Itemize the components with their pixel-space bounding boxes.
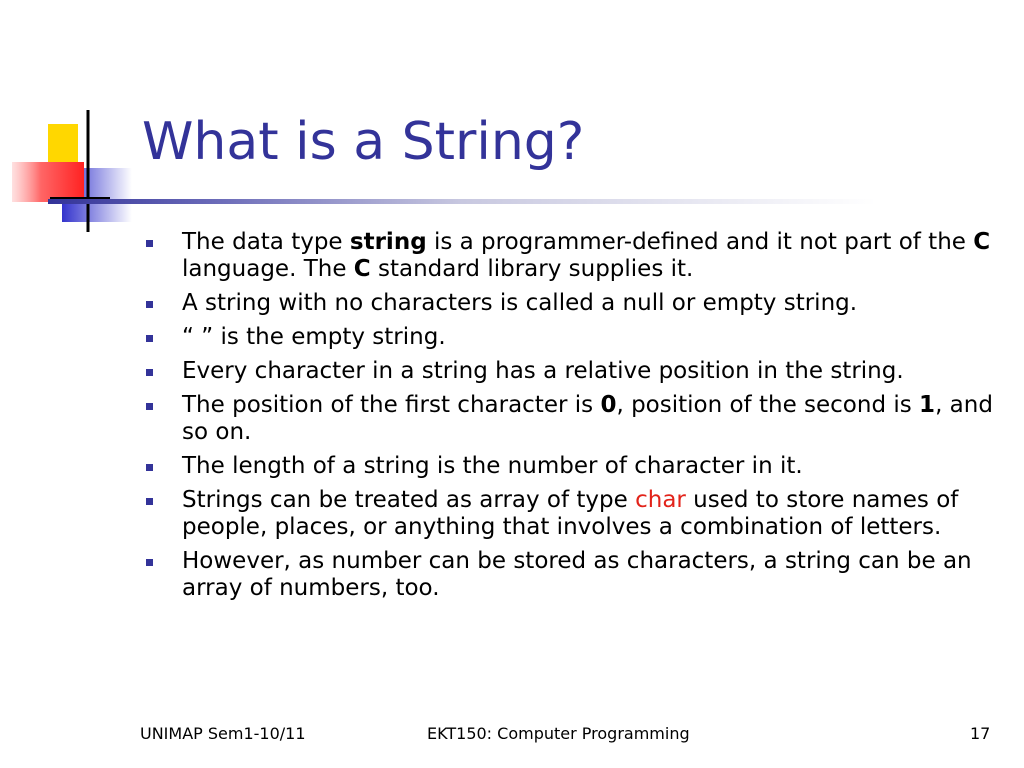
bullet-square-icon xyxy=(146,464,153,471)
bullet-item xyxy=(146,229,1006,283)
bullet-item xyxy=(146,453,1006,480)
bullet-text-segment: “ ” is the empty string. xyxy=(182,324,446,350)
bullet-text-segment: However, as number can be stored as characters, a string can be an array of numbers, too. xyxy=(182,548,972,601)
bullet-item xyxy=(146,487,1006,541)
bullet-text-segment: string xyxy=(349,229,427,255)
bullet-item xyxy=(146,392,1006,446)
bullet-square-icon xyxy=(146,369,153,376)
footer-center-text: EKT150: Computer Programming xyxy=(427,724,690,743)
bullet-text-segment: 1 xyxy=(919,392,936,418)
bullet-text-segment: language. The xyxy=(182,256,354,282)
bullet-text-segment: , and so on. xyxy=(182,392,993,445)
bullet-text-segment: The position of the first character is xyxy=(182,392,601,418)
slide-title: What is a String? xyxy=(142,112,585,172)
bullet-item xyxy=(146,548,1006,602)
bullet-text-segment: The data type xyxy=(182,229,350,255)
bullet-text-segment: C xyxy=(353,256,371,282)
bullet-square-icon xyxy=(146,335,153,342)
bullet-square-icon xyxy=(146,498,153,505)
deco-red-square xyxy=(12,162,84,202)
bullet-list xyxy=(146,229,1006,609)
bullet-item xyxy=(146,324,1006,351)
bullet-text-segment: Strings can be treated as array of type xyxy=(182,487,636,513)
bullet-text-segment: char xyxy=(635,487,686,513)
bullet-text-segment: used to store names of people, places, or anything that involves a combination of letters. xyxy=(182,487,959,540)
bullet-item xyxy=(146,290,1006,317)
bullet-text-segment: is a programmer-defined and it not part of the xyxy=(426,229,974,255)
title-decoration-graphic xyxy=(0,0,140,240)
bullet-item xyxy=(146,358,1006,385)
bullet-text-segment: A string with no characters is called a null or empty string. xyxy=(182,290,858,316)
bullet-text-segment: 0 xyxy=(600,392,617,418)
bullet-text-segment: standard library supplies it. xyxy=(370,256,694,282)
bullet-text-segment: , position of the second is xyxy=(616,392,920,418)
bullet-text-segment: C xyxy=(973,229,991,255)
bullet-square-icon xyxy=(146,559,153,566)
deco-yellow-square xyxy=(48,124,78,162)
footer-left-text: UNIMAP Sem1-10/11 xyxy=(140,724,306,743)
bullet-square-icon xyxy=(146,403,153,410)
bullet-square-icon xyxy=(146,301,153,308)
bullet-text-segment: Every character in a string has a relative position in the string. xyxy=(182,358,904,384)
bullet-square-icon xyxy=(146,240,153,247)
bullet-text-segment: The length of a string is the number of character in it. xyxy=(182,453,803,479)
title-underline-rule xyxy=(48,199,968,204)
footer-page-number: 17 xyxy=(970,724,991,743)
